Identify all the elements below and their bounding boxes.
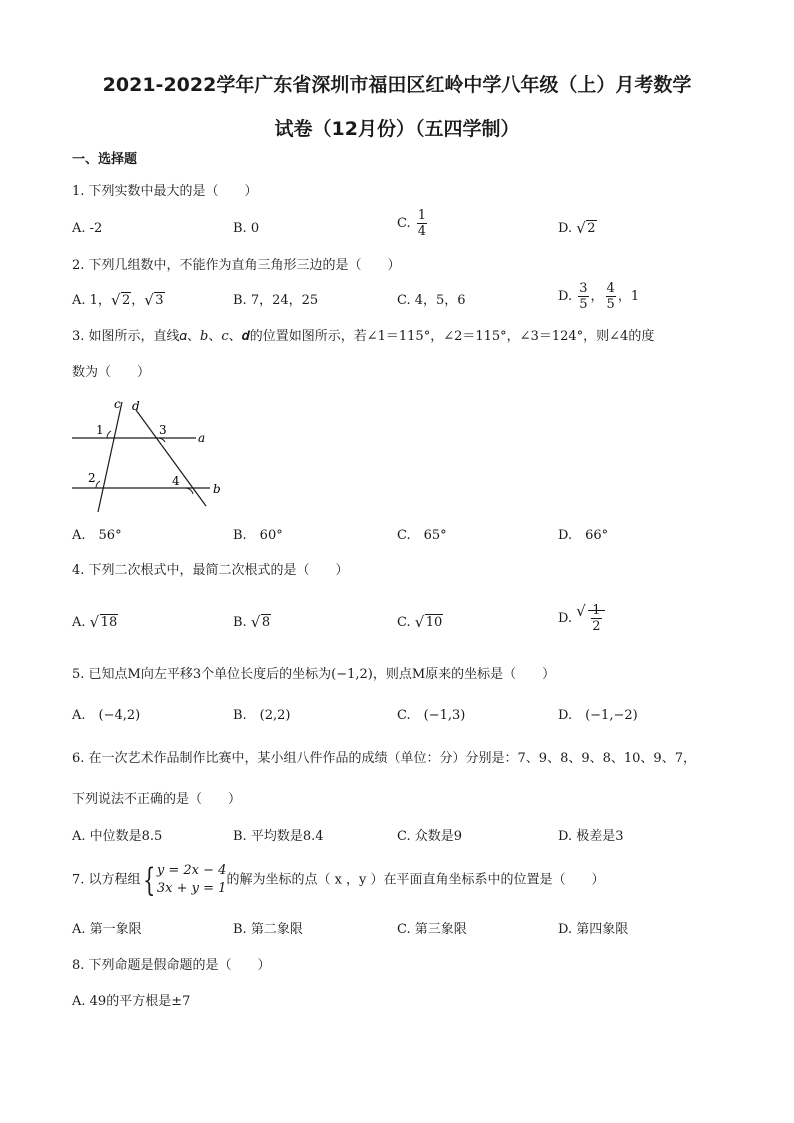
label-d: d	[132, 399, 140, 413]
sqrt-symbol	[576, 603, 604, 634]
q3-option-b: B. 60°	[233, 528, 283, 543]
denominator: 5	[606, 297, 615, 312]
question-2: 2. 下列几组数中，不能作为直角三角形三边的是（ ）	[72, 258, 401, 273]
sqrt-symbol	[90, 614, 119, 632]
label-b: b	[213, 482, 221, 496]
angle-1-label: 1	[96, 423, 104, 437]
tail: ，1	[617, 289, 640, 304]
q1-option-a: A. -2	[72, 221, 103, 236]
q7-option-c: C. 第三象限	[397, 922, 467, 937]
q8-option-a: A. 49的平方根是±7	[72, 994, 191, 1009]
question-5: 5. 已知点M向左平移3个单位长度后的坐标为(−1,2)，则点M原来的坐标是（ ）	[72, 667, 556, 682]
title-line-2: 试卷（12月份）（五四学制）	[274, 118, 520, 140]
radicand	[588, 603, 604, 634]
section-heading: 一、选择题	[72, 152, 138, 167]
question-1: 1. 下列实数中最大的是（ ）	[72, 184, 258, 199]
angle-3-label: 3	[159, 423, 167, 437]
q2-option-a-label: A. 1，	[72, 293, 111, 308]
q6-option-b: B. 平均数是8.4	[233, 829, 324, 844]
q2-option-b: B. 7，24，25	[233, 293, 319, 308]
label-c: c	[114, 397, 121, 411]
q7-suffix: 的解为坐标的点（ x ，y ）在平面直角坐标系中的位置是（ ）	[226, 872, 605, 888]
question-3-line-2: 数为（ ）	[72, 365, 151, 380]
q4-option-a-label: A.	[72, 615, 86, 630]
q3-figure	[66, 396, 226, 518]
q6-option-c: C. 众数是9	[397, 829, 463, 844]
radicand: 18	[100, 615, 118, 630]
q4-option-d-label: D.	[558, 611, 573, 626]
angle-2-arc	[96, 481, 100, 488]
q7-option-d: D. 第四象限	[558, 922, 629, 937]
question-7	[72, 862, 605, 898]
question-4: 4. 下列二次根式中，最简二次根式的是（ ）	[72, 563, 349, 578]
separator: ，	[131, 293, 145, 308]
angle-1-arc	[107, 431, 111, 438]
numerator: √ 1	[592, 603, 601, 618]
angle-4-label: 4	[172, 474, 180, 488]
equation-system	[157, 862, 227, 898]
q4-option-d	[558, 603, 605, 634]
brace: {	[142, 861, 155, 899]
q1-fraction	[417, 208, 427, 239]
equation-2: 3x + y = 1	[156, 881, 227, 896]
sqrt-symbol	[144, 292, 164, 310]
question-8: 8. 下列命题是假命题的是（ ）	[72, 958, 271, 973]
radicand: 10	[425, 615, 443, 630]
denominator: 5	[579, 297, 588, 312]
sqrt-symbol	[576, 220, 596, 238]
q3-option-a: A. 56°	[72, 528, 122, 543]
q1-option-b: B. 0	[233, 221, 260, 236]
question-6-line-2: 下列说法不正确的是（ ）	[72, 792, 242, 807]
angle-4-arc	[186, 488, 193, 494]
q1-option-c-label: C.	[397, 216, 411, 231]
equation-1: y = 2x − 4	[156, 863, 227, 878]
q4-option-c	[397, 614, 443, 632]
label-a: a	[198, 431, 206, 445]
q2-option-c: C. 4，5，6	[397, 293, 466, 308]
q4-option-b-label: B.	[233, 615, 247, 630]
title-line-1: 2021-2022学年广东省深圳市福田区红岭中学八年级（上）月考数学	[102, 74, 692, 96]
q3-option-d: D. 66°	[558, 528, 609, 543]
q7-option-b: B. 第二象限	[233, 922, 303, 937]
q1-option-d	[558, 220, 597, 238]
q4-option-b	[233, 614, 271, 632]
denominator: 2	[592, 619, 601, 634]
q2-option-d-label: D.	[558, 289, 573, 304]
q2-option-a	[72, 292, 165, 310]
question-6-line-1: 6. 在一次艺术作品制作比赛中，某小组八件作品的成绩（单位：分）分别是：7、9、8、9、8、10、9、7，	[72, 751, 696, 766]
q2-option-d	[558, 281, 639, 312]
q6-option-d: D. 极差是3	[558, 829, 624, 844]
sqrt-symbol	[111, 292, 131, 310]
q4-option-a	[72, 614, 118, 632]
numerator: 4	[606, 281, 615, 296]
angle-2-label: 2	[88, 471, 96, 485]
radicand: 3	[155, 293, 164, 308]
q7-prefix: 7. 以方程组	[72, 872, 141, 888]
radicand: 8	[261, 615, 271, 630]
sqrt-symbol	[251, 614, 271, 632]
q5-option-c: C. (−1,3)	[397, 708, 466, 723]
sqrt-symbol	[415, 614, 444, 632]
q5-option-d: D. (−1,−2)	[558, 708, 638, 723]
question-3-line-1: 3. 如图所示，直线𝛼、𝑏、𝑐、𝒅的位置如图所示，若∠1＝115°，∠2＝115°，∠3＝124°，则∠4的度	[72, 329, 655, 344]
fraction	[606, 281, 616, 312]
q5-option-a: A. (−4,2)	[72, 708, 141, 723]
numerator: 3	[579, 281, 588, 296]
line-c	[98, 402, 122, 512]
q7-option-a: A. 第一象限	[72, 922, 142, 937]
radicand: 2	[121, 293, 131, 308]
numerator: 1	[417, 208, 427, 223]
separator: ，	[590, 289, 604, 304]
fraction	[591, 603, 601, 634]
q5-option-b: B. (2,2)	[233, 708, 291, 723]
fraction	[578, 281, 588, 312]
q1-option-d-label: D.	[558, 221, 573, 236]
q4-option-c-label: C.	[397, 615, 411, 630]
line-d	[136, 410, 206, 506]
radicand: 2	[587, 221, 596, 236]
q6-option-a: A. 中位数是8.5	[72, 829, 163, 844]
denominator: 4	[417, 224, 427, 239]
q3-option-c: C. 65°	[397, 528, 447, 543]
q1-option-c	[397, 208, 429, 239]
